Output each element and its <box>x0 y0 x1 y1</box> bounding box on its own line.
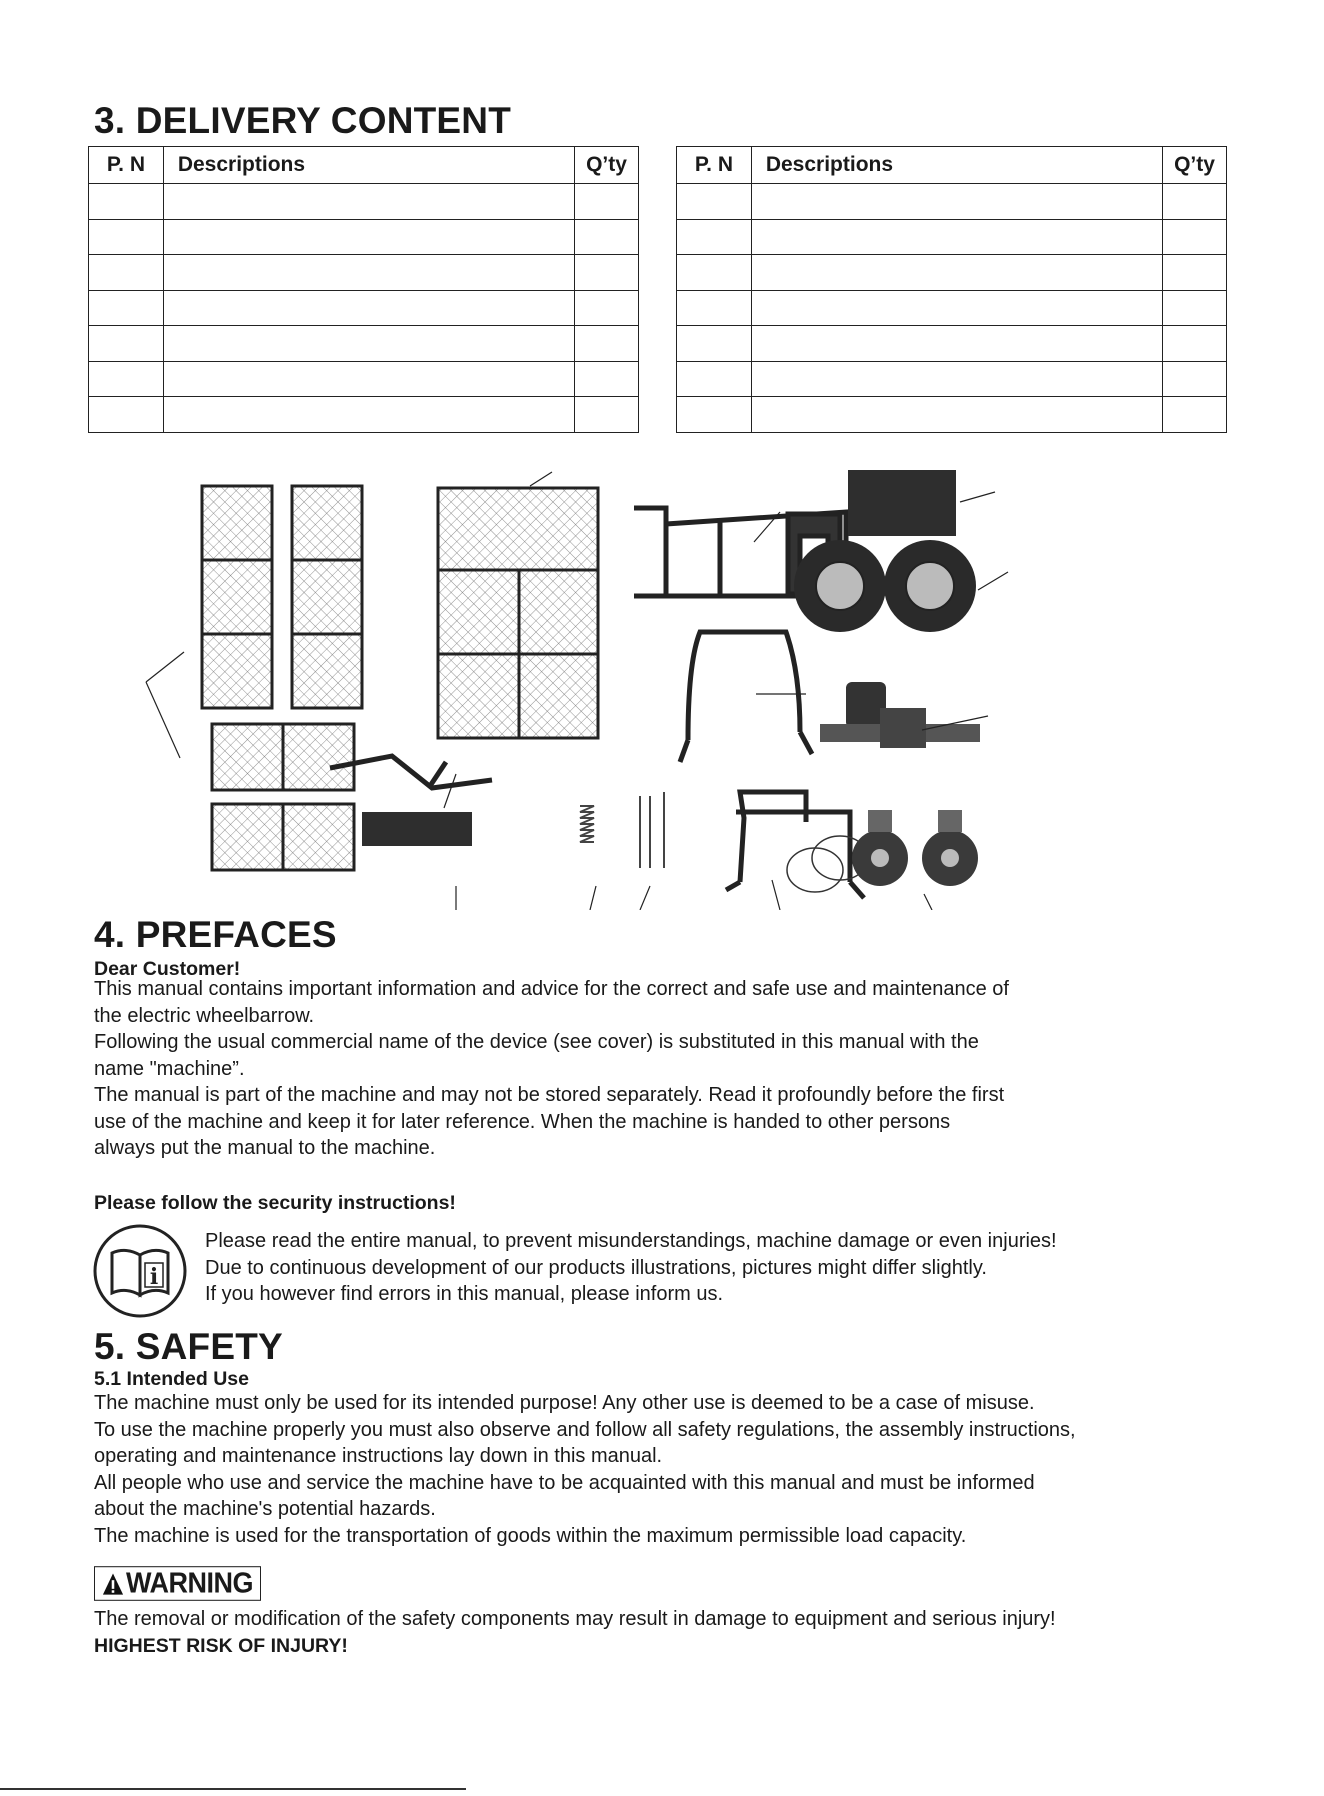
intended-use-subtitle: 5.1 Intended Use <box>94 1368 249 1390</box>
greeting: Dear Customer! <box>94 958 241 980</box>
parts-illustration <box>140 462 1170 910</box>
table-row <box>89 361 639 397</box>
book-info-icon <box>92 1223 188 1319</box>
header-qty: Q’ty <box>1163 147 1227 184</box>
floor-panel <box>438 488 598 738</box>
prefaces-body <box>94 976 1009 1162</box>
text-line: Following the usual commercial name of the device (see cover) is substituted in this manual with the <box>94 1031 979 1053</box>
text-line: If you however find errors in this manual, please inform us. <box>205 1283 724 1305</box>
header-descriptions: Descriptions <box>163 147 574 184</box>
stand-frame <box>726 792 864 898</box>
end-panel-top <box>212 724 354 790</box>
table-row <box>89 255 639 291</box>
motor-axle <box>820 682 980 748</box>
safety-title: 5. SAFETY <box>94 1326 283 1367</box>
text-line: operating and maintenance instructions lay down in this manual. <box>94 1445 663 1467</box>
warning-label <box>94 1566 261 1601</box>
footer-rule <box>0 1788 466 1790</box>
text-line: This manual contains important information and advice for the correct and safe use and maintenance of <box>94 978 1009 1000</box>
table-row <box>89 326 639 362</box>
header-qty: Q’ty <box>575 147 639 184</box>
side-panel-left <box>202 486 272 708</box>
table-row <box>89 397 639 433</box>
bottom-plate <box>362 812 472 846</box>
header-pn: P. N <box>89 147 164 184</box>
highest-risk: HIGHEST RISK OF INJURY! <box>94 1634 348 1657</box>
text-line: always put the manual to the machine. <box>94 1137 436 1159</box>
table-row <box>677 290 1227 326</box>
text-line: use of the machine and keep it for later reference. When the machine is handed to other persons <box>94 1110 951 1133</box>
handle-frame <box>680 632 812 762</box>
text-line: the electric wheelbarrow. <box>94 1004 315 1027</box>
springs-and-bolts <box>580 792 664 868</box>
caster-wheels <box>852 810 978 886</box>
warning-text-label: WARNING <box>126 1567 253 1599</box>
table-row <box>677 255 1227 291</box>
warning-triangle-icon <box>102 1572 124 1595</box>
text-line: The machine must only be used for its intended purpose! Any other use is deemed to be a case of misuse. <box>94 1392 1035 1414</box>
table-row <box>677 326 1227 362</box>
table-row <box>677 219 1227 255</box>
end-panel-bottom <box>212 804 354 870</box>
warning-body <box>94 1606 1056 1659</box>
text-line: The machine is used for the transportation of goods within the maximum permissible load capacity. <box>94 1524 967 1547</box>
cover-plate <box>848 470 956 536</box>
text-line: All people who use and service the machine have to be acquainted with this manual and must be informed <box>94 1471 1035 1494</box>
delivery-table-right <box>676 146 1227 433</box>
side-panel-right <box>292 486 362 708</box>
table-row <box>677 397 1227 433</box>
safety-body <box>94 1390 1076 1549</box>
table-row <box>89 184 639 220</box>
delivery-content-title: 3. DELIVERY CONTENT <box>94 100 512 141</box>
table-row <box>89 219 639 255</box>
table-row <box>677 184 1227 220</box>
drive-wheels <box>794 540 976 632</box>
warning-text: The removal or modification of the safety components may result in damage to equipment and serious injury! <box>94 1608 1056 1630</box>
text-line: To use the machine properly you must also observe and follow all safety regulations, the assembly instructions, <box>94 1418 1076 1441</box>
security-heading: Please follow the security instructions! <box>94 1192 456 1214</box>
delivery-table-left <box>88 146 639 433</box>
text-line: Please read the entire manual, to prevent misunderstandings, machine damage or even injuries! <box>205 1230 1057 1252</box>
table-row <box>89 290 639 326</box>
table-row <box>677 361 1227 397</box>
header-pn: P. N <box>677 147 752 184</box>
text-line: The manual is part of the machine and may not be stored separately. Read it profoundly before the first <box>94 1084 1005 1106</box>
text-line: Due to continuous development of our products illustrations, pictures might differ slightly. <box>205 1256 987 1279</box>
text-line: name "machine”. <box>94 1057 245 1080</box>
svg-text:i: i <box>149 1264 159 1290</box>
security-instructions <box>205 1228 1057 1308</box>
prefaces-title: 4. PREFACES <box>94 914 337 955</box>
text-line: about the machine's potential hazards. <box>94 1498 436 1520</box>
header-descriptions: Descriptions <box>751 147 1162 184</box>
